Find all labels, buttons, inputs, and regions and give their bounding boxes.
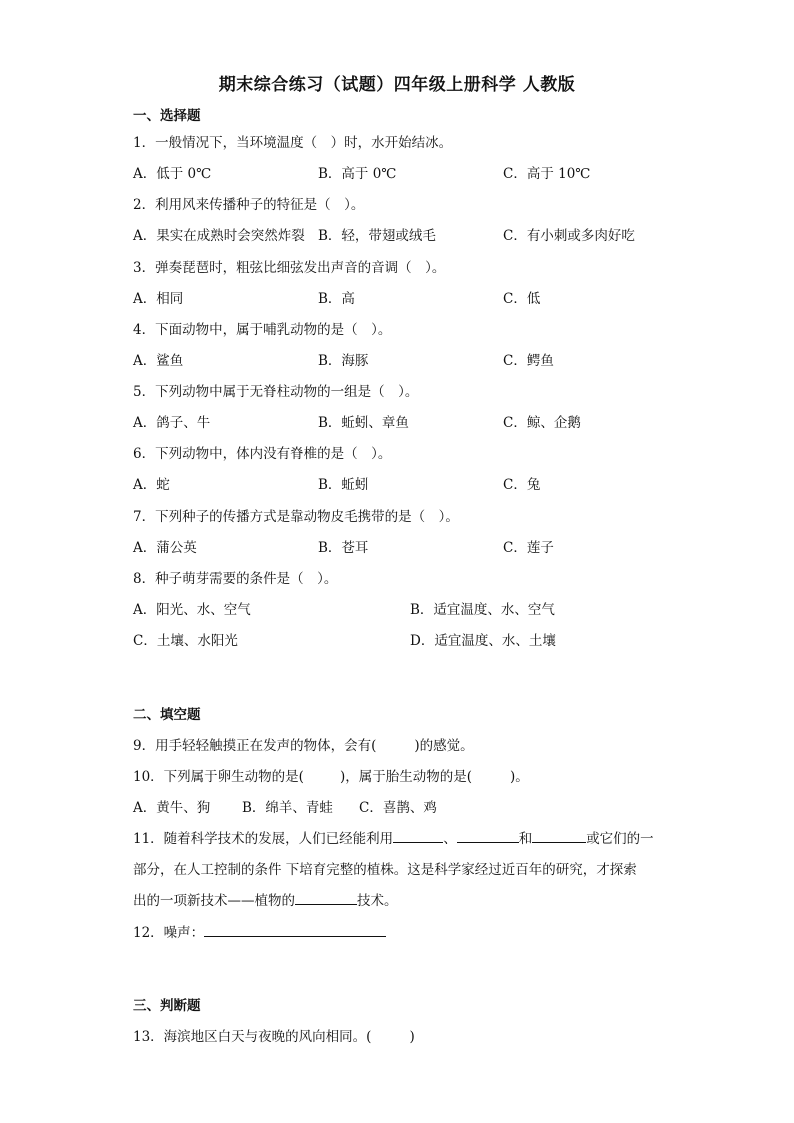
question-3-option-a: A．相同 [133,291,184,307]
question-2-option-c: C．有小刺或多肉好吃 [503,228,635,244]
question-13 [133,1025,415,1045]
question-6-option-c: C．兔 [503,477,541,493]
question-11-text-3: 和 [518,831,533,847]
question-8-option-a: A．阳光、水、空气 [133,602,251,618]
question-3-stem: 3．弹奏琵琶时，粗弦比细弦发出声音的音调（ ）。 [133,260,446,276]
question-11-blank-2[interactable] [457,830,519,843]
question-6-option-a: A．蛇 [133,477,170,493]
question-12-blank[interactable] [204,924,386,937]
question-4-stem: 4．下面动物中，属于哺乳动物的是（ ）。 [133,322,392,338]
question-8-option-d: D．适宜温度、水、土壤 [410,633,556,649]
question-10-option-b: B．绵羊、青蛙 [242,800,333,816]
page-title: 期末综合练习（试题）四年级上册科学 人教版 [218,75,576,95]
section-heading-judge: 三、判断题 [133,998,201,1014]
question-5-option-b: B．蚯蚓、章鱼 [318,415,409,431]
question-9-text-before: 9．用手轻轻触摸正在发声的物体，会有( [133,738,377,754]
section-heading-choice: 一、选择题 [133,108,201,124]
question-11-line-3 [133,889,398,909]
question-10-text-mid: )，属于胎生动物的是( [339,769,472,785]
question-11-line-2: 部分，在人工控制的条件 下培育完整的植株。这是科学家经过近百年的研究，才探索 [133,862,637,878]
question-4-option-c: C．鳄鱼 [503,353,554,369]
question-7-option-b: B．苍耳 [318,540,369,556]
question-3-option-b: B．高 [318,291,355,307]
question-10-option-a: A．黄牛、狗 [133,800,211,816]
question-8-option-b: B．适宜温度、水、空气 [410,602,555,618]
question-6-option-b: B．蚯蚓 [318,477,369,493]
question-2-stem: 2．利用风来传播种子的特征是（ ）。 [133,197,365,213]
question-5-stem: 5．下列动物中属于无脊柱动物的一组是（ ）。 [133,384,419,400]
question-12-text: 12．噪声： [133,925,205,941]
question-11-text-4: 或它们的一 [586,831,654,847]
question-10 [133,765,529,785]
question-3-option-c: C．低 [503,291,541,307]
question-11-line-1 [133,827,654,847]
question-4-option-a: A．鲨鱼 [133,353,184,369]
question-13-text-after: ) [409,1029,415,1045]
question-5-option-c: C．鲸、企鹅 [503,415,581,431]
question-10-text-before: 10．下列属于卵生动物的是( [133,769,304,785]
question-1-option-a: A．低于 0℃ [133,166,212,182]
question-11-blank-3[interactable] [532,830,586,843]
question-1-option-b: B．高于 0℃ [318,166,397,182]
question-10-option-c: C．喜鹊、鸡 [359,800,437,816]
question-9 [133,734,474,754]
question-7-stem: 7．下列种子的传播方式是靠动物皮毛携带的是（ ）。 [133,509,459,525]
question-11-text-1: 11．随着科学技术的发展，人们已经能利用 [133,831,394,847]
question-9-text-after: )的感觉。 [414,738,474,754]
section-heading-fill: 二、填空题 [133,707,201,723]
question-10-text-after: )。 [510,769,529,785]
question-12 [133,921,386,941]
question-6-stem: 6．下列动物中，体内没有脊椎的是（ ）。 [133,446,392,462]
question-4-option-b: B．海豚 [318,353,369,369]
question-11-blank-4[interactable] [295,892,357,905]
question-2-option-b: B．轻，带翅或绒毛 [318,228,436,244]
question-7-option-a: A．蒲公英 [133,540,197,556]
question-1-option-c: C．高于 10℃ [503,166,591,182]
question-7-option-c: C．莲子 [503,540,554,556]
question-5-option-a: A．鸽子、牛 [133,415,211,431]
question-11-text-6: 技术。 [357,893,398,909]
question-2-option-a: A．果实在成熟时会突然炸裂 [133,228,305,244]
question-11-blank-1[interactable] [393,830,443,843]
question-13-text-before: 13．海滨地区白天与夜晚的风向相同。( [133,1029,372,1045]
question-11-text-5: 出的一项新技术——植物的 [133,893,295,909]
question-11-text-2: 、 [443,831,457,847]
question-8-stem: 8．种子萌芽需要的条件是（ ）。 [133,571,338,587]
question-8-option-c: C．土壤、水阳光 [133,633,238,649]
question-1-stem: 1．一般情况下，当环境温度（ ）时，水开始结冰。 [133,135,453,151]
